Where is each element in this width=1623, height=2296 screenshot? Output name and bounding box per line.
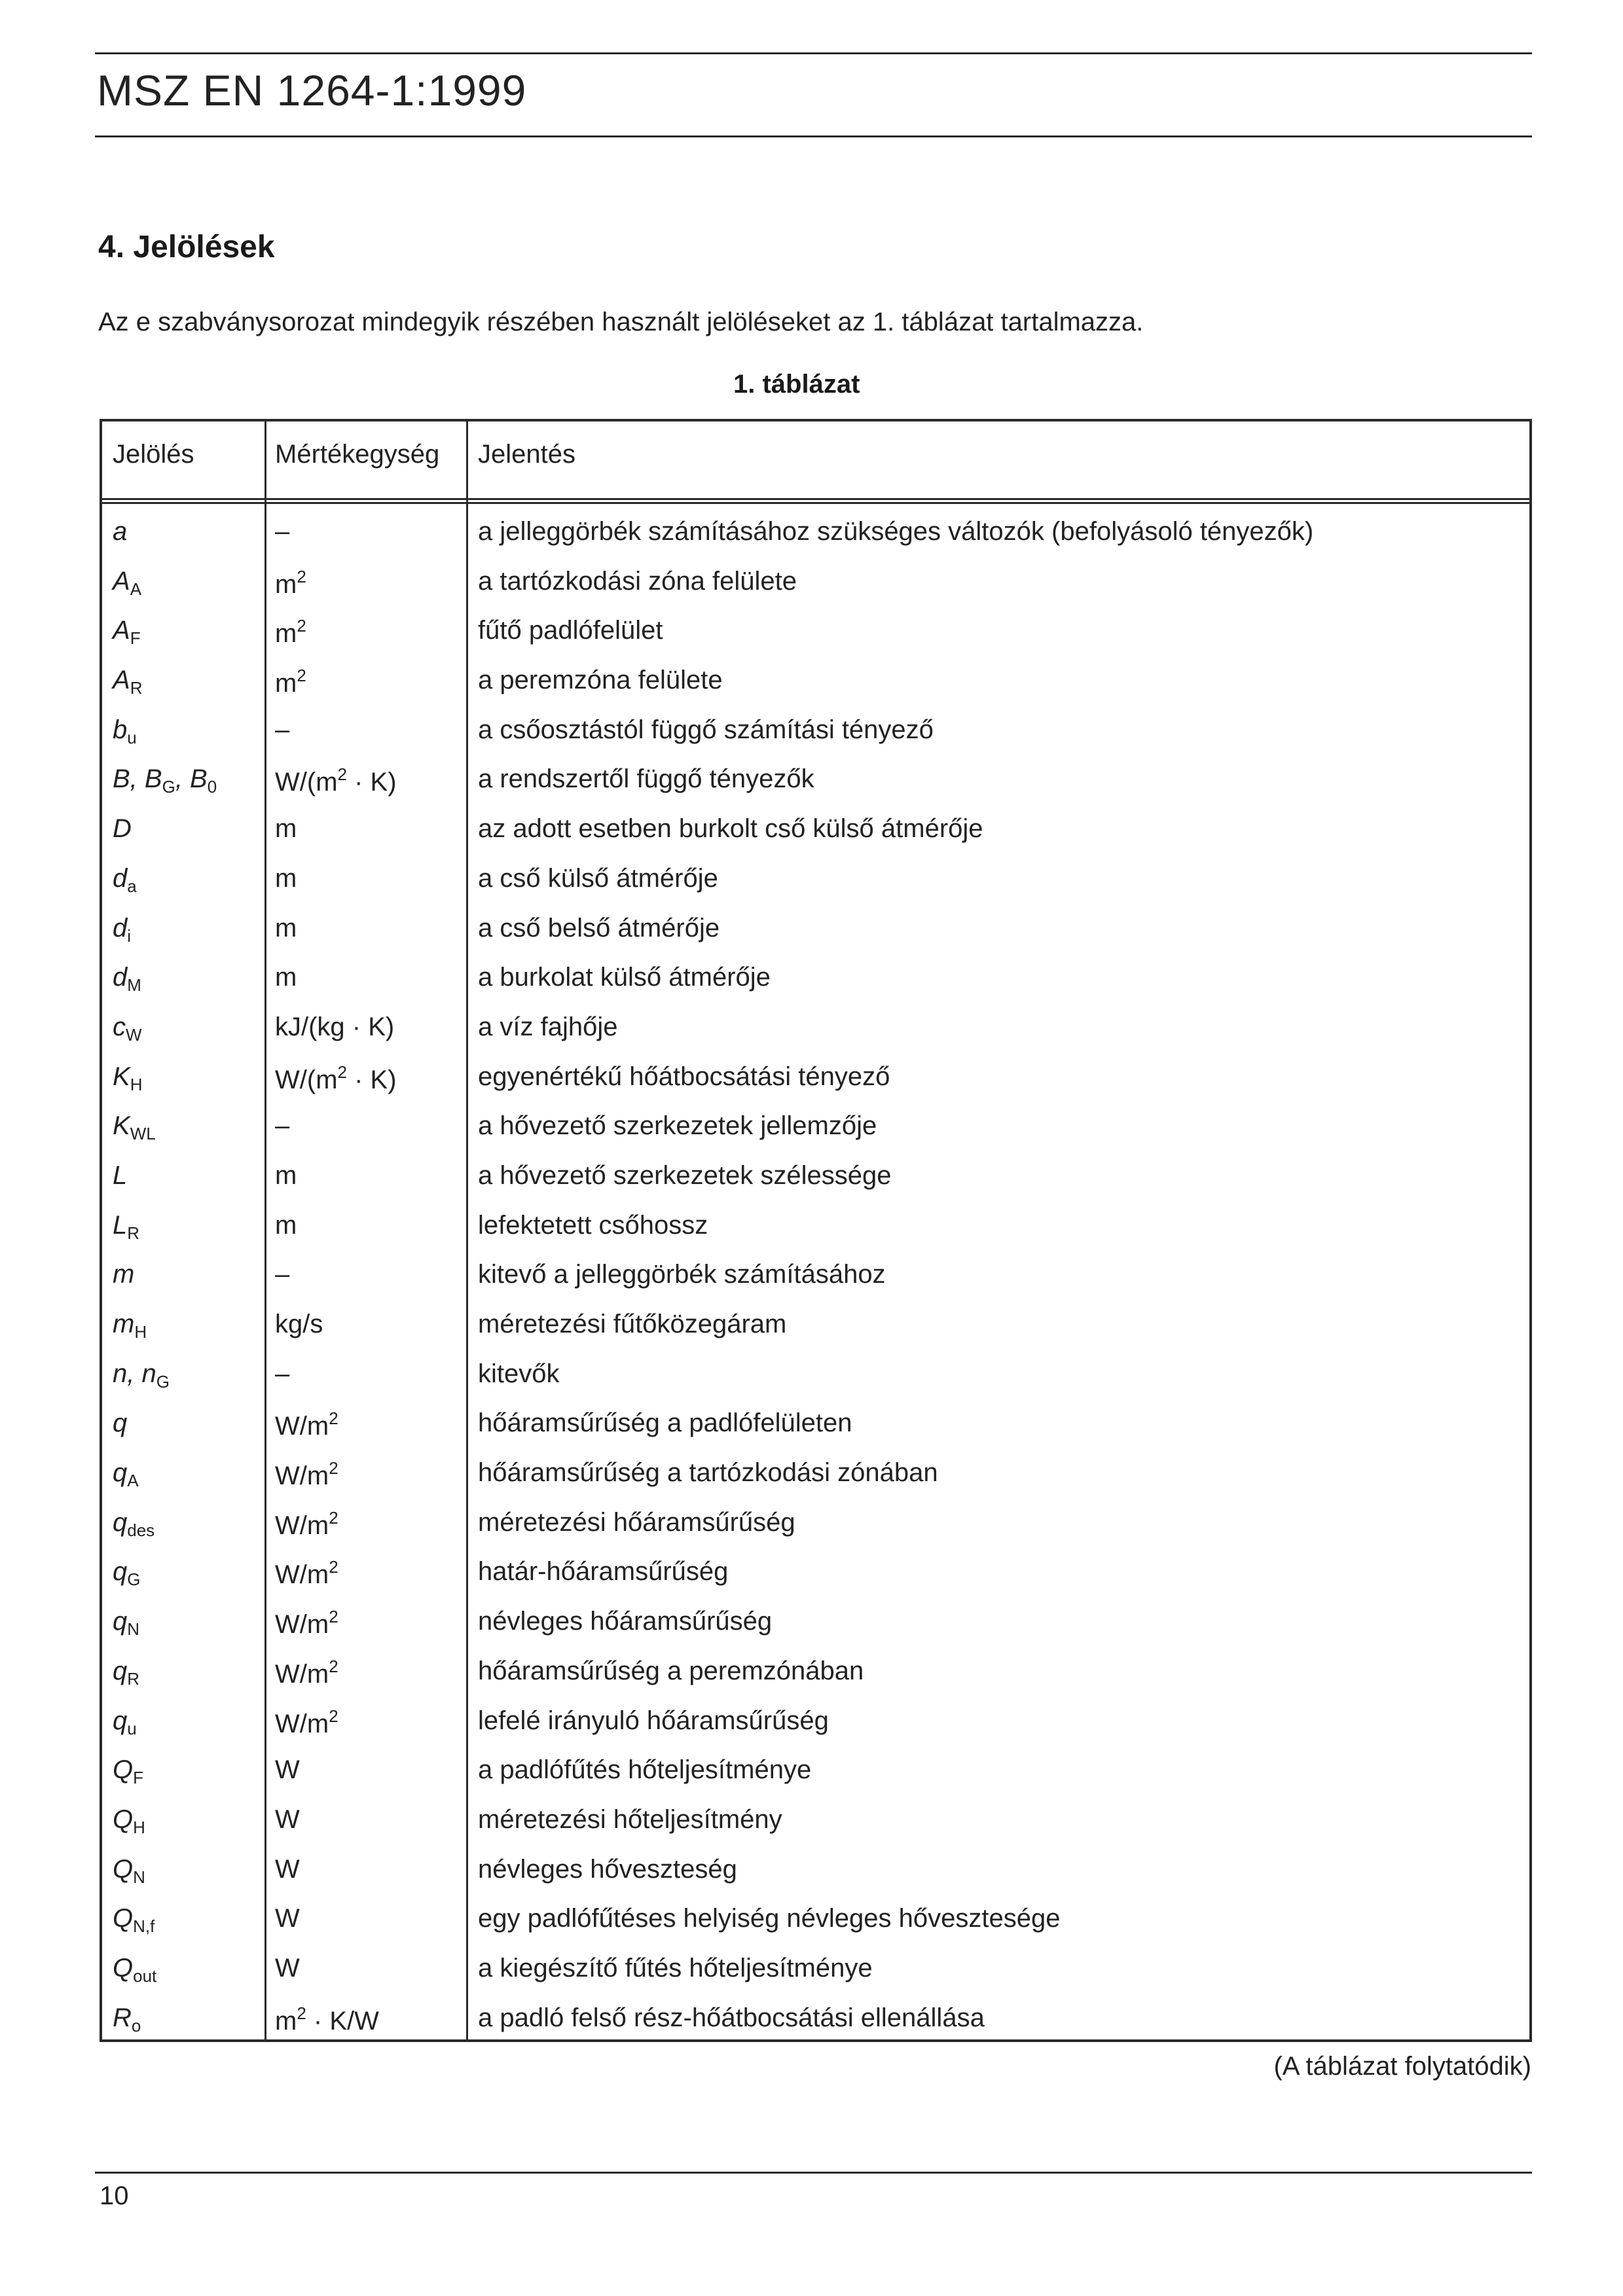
unit-cell: m xyxy=(275,863,297,893)
meaning-cell: a padló felső rész-hőátbocsátási ellenállása xyxy=(478,2003,985,2032)
table-row xyxy=(102,1101,1529,1151)
symbol-cell: $A_R$ xyxy=(113,666,143,698)
unit-cell: – xyxy=(275,715,290,744)
meaning-cell: kitevő a jelleggörbék számításához xyxy=(478,1260,886,1289)
table-row xyxy=(102,952,1529,1002)
meaning-cell: hőáramsűrűség a padlófelületen xyxy=(478,1408,852,1438)
table-row xyxy=(102,556,1529,606)
table-row xyxy=(102,705,1529,755)
unit-cell: W xyxy=(275,1854,300,1884)
symbol-cell: $Q_{out}$ xyxy=(113,1953,157,1986)
symbol-cell: $Q_N$ xyxy=(113,1854,145,1887)
symbol-cell: $q_A$ xyxy=(113,1458,139,1491)
standard-title: MSZ EN 1264-1:1999 xyxy=(97,66,527,115)
symbol-cell: $q_G$ xyxy=(113,1557,141,1590)
symbol-cell: $c_W$ xyxy=(113,1012,142,1045)
symbol-cell: n, $n_G$ xyxy=(113,1359,170,1391)
unit-cell: $W/(m^2 \cdot K)$ xyxy=(275,1062,397,1094)
table-row xyxy=(102,1547,1529,1596)
table-row xyxy=(102,1299,1529,1349)
table-row xyxy=(102,1646,1529,1696)
symbol-cell: a xyxy=(113,517,128,546)
table-body xyxy=(102,507,1529,2042)
unit-cell: $m^2$ xyxy=(275,666,306,698)
table-row xyxy=(102,1993,1529,2043)
table-row xyxy=(102,1151,1529,1200)
symbol-cell: q xyxy=(113,1408,128,1438)
table-row xyxy=(102,507,1529,556)
meaning-cell: a burkolat külső átmérője xyxy=(478,963,771,992)
table-row xyxy=(102,1696,1529,1746)
header-rule-bottom xyxy=(95,135,1532,137)
table-continued-note: (A táblázat folytatódik) xyxy=(1273,2052,1531,2081)
symbol-cell: $A_A$ xyxy=(113,566,142,599)
meaning-cell: lefektetett csőhossz xyxy=(478,1210,708,1240)
symbol-cell: $K_{WL}$ xyxy=(113,1111,156,1144)
table-row xyxy=(102,1596,1529,1646)
table-row xyxy=(102,1844,1529,1894)
meaning-cell: a hővezető szerkezetek jellemzője xyxy=(478,1111,877,1141)
table-row xyxy=(102,1200,1529,1250)
section-intro: Az e szabványsorozat mindegyik részében használt jelöléseket az 1. táblázat tartalmazza. xyxy=(98,308,1144,336)
meaning-cell: hőáramsűrűség a peremzónában xyxy=(478,1656,864,1685)
unit-cell: W xyxy=(275,1904,300,1933)
unit-cell: $W/m^2$ xyxy=(275,1656,338,1689)
symbol-cell: $m_H$ xyxy=(113,1310,147,1342)
symbol-cell: B, $B_G$, $B_0$ xyxy=(113,764,217,797)
symbol-cell: $Q_{N,f}$ xyxy=(113,1904,155,1937)
unit-cell: – xyxy=(275,517,290,546)
unit-cell: m xyxy=(275,1210,297,1240)
unit-cell: $W/m^2$ xyxy=(275,1408,338,1441)
symbol-cell: $d_M$ xyxy=(113,963,141,996)
table-caption: 1. táblázat xyxy=(733,370,860,399)
symbol-cell: L xyxy=(113,1160,128,1190)
symbol-cell: $A_F$ xyxy=(113,616,141,649)
table-row xyxy=(102,1943,1529,1993)
unit-cell: m xyxy=(275,913,297,942)
column-header-meaning: Jelentés xyxy=(478,440,575,469)
unit-cell: $m^2$ xyxy=(275,616,306,649)
table-row xyxy=(102,903,1529,953)
symbol-cell: $q_N$ xyxy=(113,1607,140,1640)
symbol-cell: $b_u$ xyxy=(113,715,137,747)
table-row xyxy=(102,1893,1529,1943)
meaning-cell: a hővezető szerkezetek szélessége xyxy=(478,1160,892,1190)
symbol-cell: $Q_F$ xyxy=(113,1755,144,1788)
unit-cell: $W/m^2$ xyxy=(275,1607,338,1640)
meaning-cell: a víz fajhője xyxy=(478,1012,618,1041)
table-row xyxy=(102,1448,1529,1498)
meaning-cell: kitevők xyxy=(478,1359,560,1388)
unit-cell: $m^2 \cdot K/W$ xyxy=(275,2003,379,2036)
unit-cell: kg/s xyxy=(275,1310,323,1338)
unit-cell: W xyxy=(275,1953,300,1982)
table-row xyxy=(102,1745,1529,1795)
unit-cell: W xyxy=(275,1804,300,1834)
unit-cell: m xyxy=(275,1160,297,1190)
meaning-cell: a jelleggörbék számításához szükséges változók (befolyásoló tényezők) xyxy=(478,517,1314,546)
meaning-cell: egyenértékű hőátbocsátási tényező xyxy=(478,1062,890,1091)
unit-cell: $W/m^2$ xyxy=(275,1507,338,1540)
meaning-cell: a tartózkodási zóna felülete xyxy=(478,566,797,596)
unit-cell: W xyxy=(275,1755,300,1785)
header-rule-top xyxy=(95,52,1532,54)
meaning-cell: határ-hőáramsűrűség xyxy=(478,1557,729,1587)
column-header-symbol: Jelölés xyxy=(113,440,194,469)
unit-cell: – xyxy=(275,1359,290,1388)
unit-cell: $W/m^2$ xyxy=(275,1458,338,1491)
meaning-cell: a kiegészítő fűtés hőteljesítménye xyxy=(478,1953,873,1982)
symbol-cell: m xyxy=(113,1260,135,1289)
meaning-cell: fűtő padlófelület xyxy=(478,616,663,645)
symbol-cell: $Q_H$ xyxy=(113,1804,145,1837)
table-row xyxy=(102,1002,1529,1052)
table-row xyxy=(102,655,1529,705)
meaning-cell: az adott esetben burkolt cső külső átmérője xyxy=(478,814,983,844)
meaning-cell: a cső belső átmérője xyxy=(478,913,720,942)
column-header-unit: Mértékegység xyxy=(275,440,440,469)
meaning-cell: méretezési hőteljesítmény xyxy=(478,1804,782,1834)
symbol-cell: $L_R$ xyxy=(113,1210,140,1243)
unit-cell: – xyxy=(275,1260,290,1289)
meaning-cell: névleges hőáramsűrűség xyxy=(478,1607,773,1636)
table-row xyxy=(102,1498,1529,1547)
footer-rule xyxy=(95,2172,1532,2174)
meaning-cell: névleges hőveszteség xyxy=(478,1854,737,1884)
symbol-cell: $d_a$ xyxy=(113,863,137,896)
meaning-cell: a peremzóna felülete xyxy=(478,666,723,695)
unit-cell: $W/m^2$ xyxy=(275,1557,338,1590)
section-title: 4. Jelölések xyxy=(98,230,275,264)
unit-cell: $W/m^2$ xyxy=(275,1706,338,1738)
symbol-cell: $q_u$ xyxy=(113,1706,137,1738)
symbol-cell: $R_o$ xyxy=(113,2003,141,2036)
unit-cell: m xyxy=(275,963,297,992)
meaning-cell: a csőosztástól függő számítási tényező xyxy=(478,715,934,744)
table-row xyxy=(102,754,1529,804)
symbol-cell: $d_i$ xyxy=(113,913,132,946)
unit-cell: $m^2$ xyxy=(275,566,306,599)
meaning-cell: hőáramsűrűség a tartózkodási zónában xyxy=(478,1458,938,1488)
table-row xyxy=(102,1249,1529,1299)
unit-cell: m xyxy=(275,814,297,844)
page-number: 10 xyxy=(100,2181,129,2210)
table-row xyxy=(102,1795,1529,1844)
table-row xyxy=(102,1398,1529,1448)
unit-cell: $W/(m^2 \cdot K)$ xyxy=(275,764,397,797)
table-row xyxy=(102,853,1529,903)
meaning-cell: lefelé irányuló hőáramsűrűség xyxy=(478,1706,829,1735)
symbol-cell: D xyxy=(113,814,132,844)
meaning-cell: méretezési fűtőközegáram xyxy=(478,1310,787,1338)
meaning-cell: egy padlófűtéses helyiség névleges hővesztesége xyxy=(478,1904,1061,1933)
unit-cell: – xyxy=(275,1111,290,1141)
meaning-cell: a cső külső átmérője xyxy=(478,863,718,893)
header-separator xyxy=(102,498,1529,504)
table-row xyxy=(102,804,1529,853)
meaning-cell: a padlófűtés hőteljesítménye xyxy=(478,1755,812,1785)
symbols-table xyxy=(100,419,1532,2042)
table-row xyxy=(102,605,1529,655)
meaning-cell: méretezési hőáramsűrűség xyxy=(478,1507,795,1537)
table-row xyxy=(102,1349,1529,1399)
unit-cell: kJ/(kg · K) xyxy=(275,1012,395,1041)
symbol-cell: $K_H$ xyxy=(113,1062,143,1094)
meaning-cell: a rendszertől függő tényezők xyxy=(478,764,814,794)
symbol-cell: $q_R$ xyxy=(113,1656,140,1689)
table-row xyxy=(102,1052,1529,1102)
symbol-cell: $q_{des}$ xyxy=(113,1507,155,1540)
